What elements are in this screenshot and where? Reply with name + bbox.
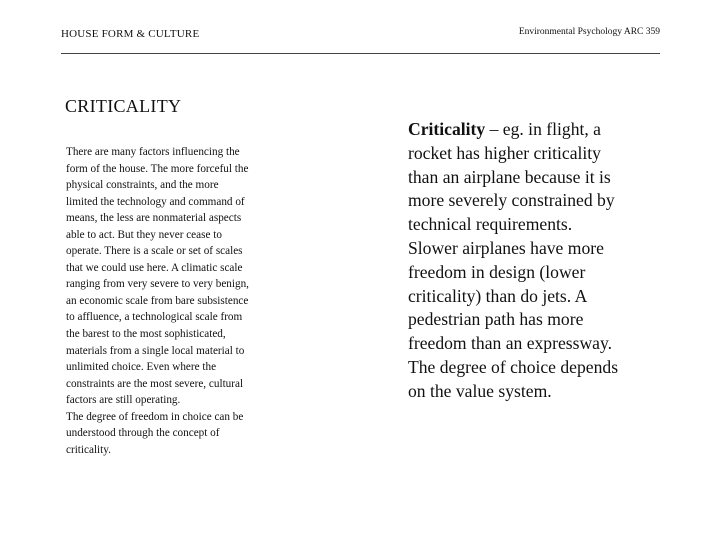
left-paragraph-line: constraints are the most severe, cultural [66, 377, 244, 390]
left-paragraph-line: There are many factors influencing the [66, 146, 240, 158]
left-paragraph-line: The degree of freedom in choice can be [66, 410, 244, 423]
left-paragraph-line: operate. There is a scale or set of scales [66, 245, 243, 258]
left-paragraph-line: to affluence, a technological scale from [66, 311, 243, 324]
right-paragraph-line: rocket has higher criticality [408, 142, 601, 163]
header-course-title: HOUSE FORM & CULTURE [61, 28, 200, 40]
right-paragraph-line: freedom than an expressway. [408, 333, 613, 354]
header-course-code: Environmental Psychology ARC 359 [518, 27, 660, 37]
left-paragraph-line: the barest to the most sophisticated, [66, 328, 226, 341]
left-paragraph-line: materials from a single local material to [66, 344, 245, 357]
right-paragraph-line: than an airplane because it is [408, 166, 611, 187]
left-paragraph-line: ranging from very severe to very benign, [66, 278, 249, 291]
right-paragraph-first-line-text: – eg. in flight, a [485, 119, 601, 139]
right-paragraph-line: pedestrian path has more [408, 309, 584, 330]
right-paragraph-line: The degree of choice depends [408, 356, 619, 377]
left-paragraph-line: form of the house. The more forceful the [66, 162, 249, 175]
right-paragraph-line: technical requirements. [408, 214, 573, 235]
right-paragraph-line: Slower airplanes have more [408, 237, 604, 258]
left-paragraph-line: understood through the concept of [66, 427, 220, 440]
section-title: CRITICALITY [65, 96, 182, 116]
right-paragraph-line: criticality) than do jets. A [408, 285, 588, 306]
header-divider [61, 53, 660, 54]
left-paragraph-line: that we could use here. A climatic scale [66, 261, 243, 274]
right-paragraph-first-line [408, 118, 670, 142]
right-paragraph-line: freedom in design (lower [408, 261, 586, 282]
left-paragraph-line: factors are still operating. [66, 394, 181, 407]
left-paragraph-line: able to act. But they never cease to [66, 228, 222, 241]
left-paragraph-line: physical constraints, and the more [66, 179, 219, 192]
right-paragraph [408, 118, 670, 404]
left-paragraph-line: an economic scale from bare subsistence [66, 294, 249, 307]
criticality-term: Criticality [408, 119, 486, 139]
left-paragraph-line: criticality. [66, 443, 111, 456]
left-paragraph-line: unlimited choice. Even where the [66, 361, 217, 374]
left-paragraph-line: limited the technology and command of [66, 195, 245, 208]
right-paragraph-line: on the value system. [408, 380, 552, 401]
left-paragraph-line: means, the less are nonmaterial aspects [66, 212, 242, 225]
left-paragraph [66, 144, 306, 458]
right-paragraph-line: more severely constrained by [408, 190, 615, 211]
